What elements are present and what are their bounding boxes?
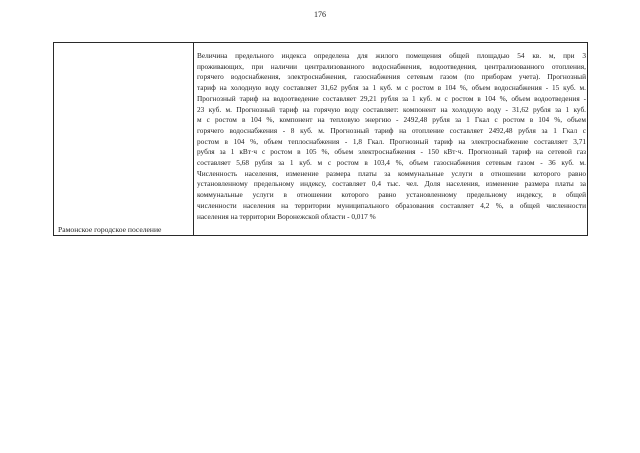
- body-line: горячего водоснабжения - 8 куб. м. Прогнозный тариф на отопление составляет 2492,48 рубля за 1 Гкал с: [197, 125, 586, 135]
- body-line: Численность населения, изменение размера платы за коммунальные услуги в отношении которого равно: [197, 168, 586, 178]
- body-line: 23 куб. м. Прогнозный тариф на горячую воду составляет: компонент на холодную воду - 31,62 рубля за 1 куб.: [197, 104, 586, 114]
- municipality-name: Рамонское городское поселение: [58, 225, 162, 234]
- body-line: населения на территории Воронежской области - 0,017 %: [197, 211, 376, 221]
- body-line: проживающих, при наличии централизованного водоснабжения, водоотведения, централизованного отопления,: [197, 61, 586, 71]
- body-line: Величина предельного индекса определена для жилого помещения общей площадью 54 кв. м, при 3: [197, 51, 586, 60]
- body-line: рубля за 1 кВт·ч с ростом в 105 %, объем электроснабжения - 150 кВт·ч. Прогнозный тариф на сетевой газ: [197, 147, 586, 157]
- body-line: м с ростом в 104 %, компонент на тепловую энергию - 2492,48 рубля за 1 Гкал с ростом в 104 %, объем: [197, 115, 586, 125]
- document-table: [53, 42, 588, 236]
- body-line: коммунальные услуги в отношении которого равно установленному предельному индексу, в общей: [197, 190, 586, 200]
- body-line: горячего водоснабжения, электроснабжения, газоснабжения сетевым газом (по приборам учета). Прогнозный: [197, 72, 586, 82]
- body-line: Прогнозный тариф на водоотведение составляет 29,21 рубля за 1 куб. м с ростом в 104 %, объем водоотведения -: [197, 93, 586, 103]
- body-line: составляет 5,68 рубля за 1 куб. м с ростом в 103,4 %, объем газоснабжения сетевым газом - 36 куб. м.: [197, 158, 586, 168]
- index-description-text: [197, 51, 586, 222]
- column-divider: [193, 43, 194, 235]
- body-line: установленному предельному индексу, составляет 0,4 тыс. чел. Доля населения, изменение размера платы за: [197, 179, 586, 189]
- body-line: тариф на холодную воду составляет 31,62 рубля за 1 куб. м с ростом в 104 %, объем водоснабжения - 15 куб. м.: [197, 83, 586, 93]
- body-line: численности населения на территории муниципального образования составляет 4,2 %, в общей численности: [197, 200, 586, 210]
- page-number: 176: [314, 10, 326, 19]
- body-line: ростом в 104 %, объем теплоснабжения - 1,8 Гкал. Прогнозный тариф на электроснабжение составляет 3,71: [197, 136, 586, 146]
